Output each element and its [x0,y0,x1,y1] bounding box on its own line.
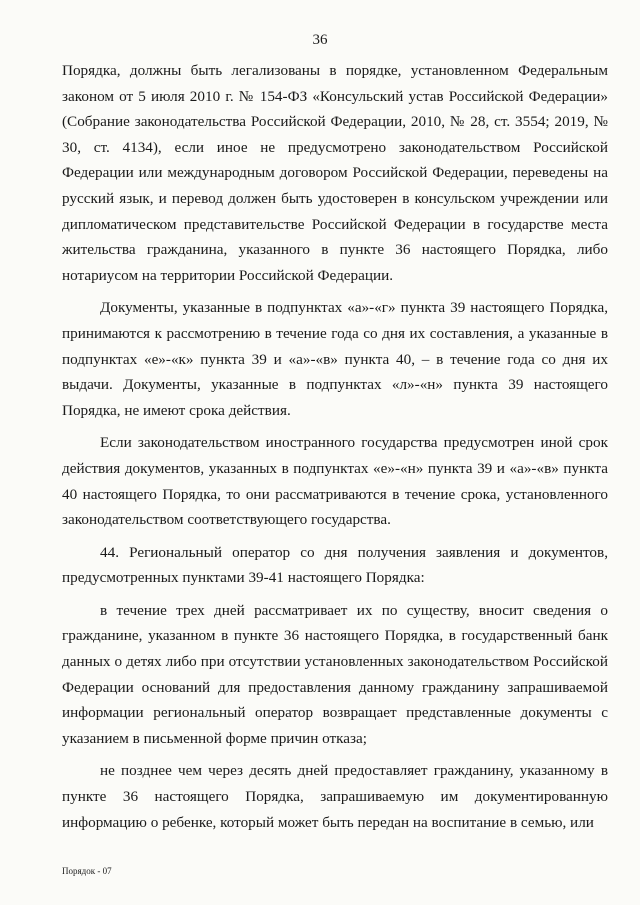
page-number: 36 [312,32,328,48]
paragraph-continuation: Порядка, должны быть легализованы в порядке, установленном Федеральным законом от 5 июля 2010 г. № 154-ФЗ «Консульский устав Российской Федерации» (Собрание законодательства Российской Федерации, 2010, № 28, ст. 3554; 2019, № 30, ст. 4134), если иное не предусмотрено законодательством Российской Федерации или международным договором Российской Федерации, переведены на русский язык, и перевод должен быть удостоверен в консульском учреждении или дипломатическом представительстве Российской Федерации в государстве места жительства гражданина, указанного в пункте 36 настоящего Порядка, либо нотариусом на территории Российской Федерации. [62,62,608,284]
paragraph-foreign-validity: Если законодательством иностранного государства предусмотрен иной срок действия документов, указанных в подпунктах «е»-«н» пункта 39 и «а»-«в» пункта 40 настоящего Порядка, то они рассматриваются в течение срока, установленного законодательством соответствующего государства. [62,434,608,529]
paragraph-document-validity: Документы, указанные в подпунктах «а»-«г» пункта 39 настоящего Порядка, принимаются к рассмотрению в течение года со дня их составления, а указанные в подпунктах «е»-«к» пункта 39 и «а»-«в» пункта 40, – в течение года со дня их выдачи. Документы, указанные в подпунктах «л»-«н» пункта 39 настоящего Порядка, не имеют срока действия. [62,299,608,419]
paragraph-ten-days: не позднее чем через десять дней предоставляет гражданину, указанному в пункте 36 настоящего Порядка, запрашиваемую им документированную информацию о ребенке, который может быть передан на воспитание в семью, или [62,762,608,831]
paragraph-item-44: 44. Региональный оператор со дня получения заявления и документов, предусмотренных пунктами 39-41 настоящего Порядка: [62,543,608,587]
footer-code: Порядок - 07 [62,866,112,876]
document-body [62,58,608,842]
paragraph-three-days: в течение трех дней рассматривает их по существу, вносит сведения о гражданине, указанном в пункте 36 настоящего Порядка, в государственный банк данных о детях либо при отсутствии установленных законодательством Российской Федерации оснований для предоставления данному гражданину запрашиваемой информации региональный оператор возвращает представленные документы с указанием в письменной форме причин отказа; [62,601,608,747]
